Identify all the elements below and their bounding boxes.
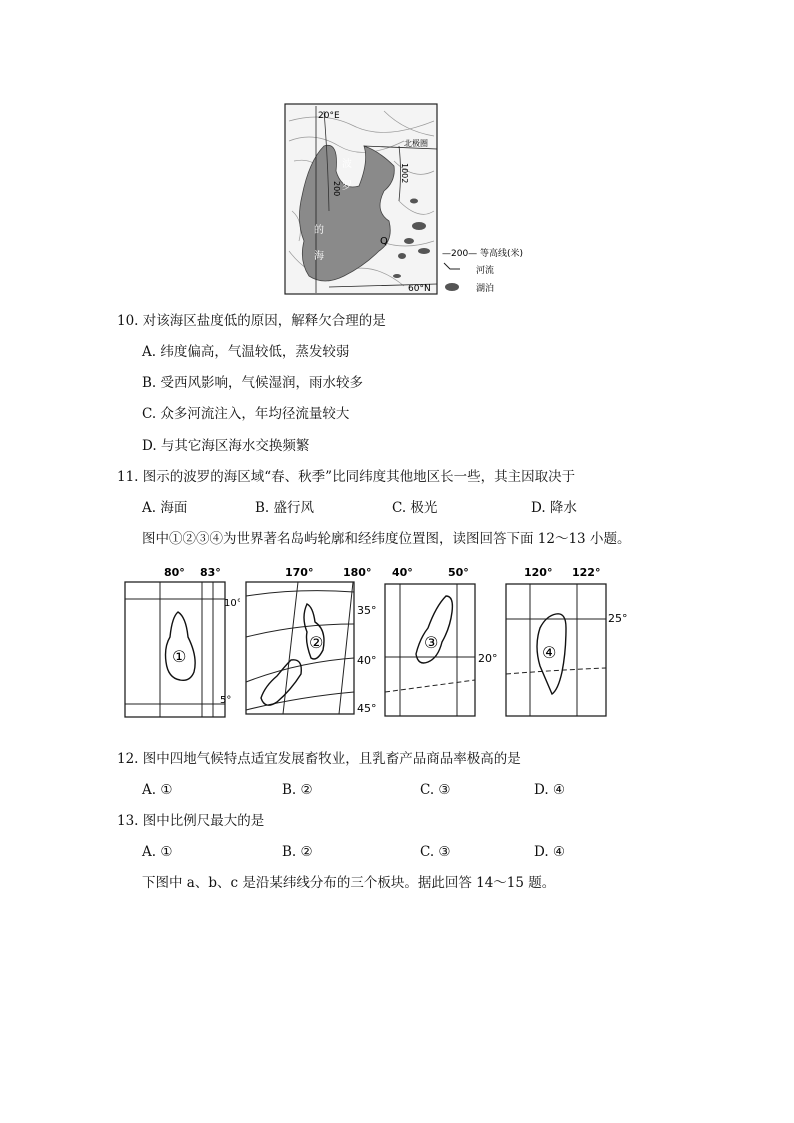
p2-label: ② bbox=[309, 633, 324, 652]
lon-label: 20°E bbox=[318, 111, 340, 121]
q13-option-b[interactable]: B. ② bbox=[282, 844, 313, 860]
p1-label: ① bbox=[172, 647, 187, 666]
lake-icon bbox=[445, 283, 459, 291]
sea-char: 海 bbox=[314, 251, 324, 262]
legend-lake: 湖泊 bbox=[476, 284, 495, 294]
sea-char: 的 bbox=[314, 225, 324, 236]
intro-12-13: 图中①②③④为世界著名岛屿轮廓和经纬度位置图，读图回答下面 12～13 小题。 bbox=[142, 531, 631, 547]
p2-lat-35: 35° bbox=[357, 604, 377, 617]
q11-option-a[interactable]: A. 海面 bbox=[142, 500, 188, 516]
q10-option-c[interactable]: C. 众多河流注入，年均径流量较大 bbox=[142, 406, 350, 422]
q11-stem: 11. 图示的波罗的海区域“春、秋季”比同纬度其他地区长一些，其主因取决于 bbox=[117, 469, 576, 485]
p2-lon-170: 170° bbox=[285, 566, 314, 579]
island-panel-1 bbox=[120, 562, 240, 722]
p3-lon-40: 40° bbox=[392, 566, 413, 579]
island-panel-2 bbox=[243, 562, 383, 722]
legend-river: 河流 bbox=[476, 266, 495, 276]
q13-stem: 13. 图中比例尺最大的是 bbox=[117, 813, 265, 829]
point-q: Q bbox=[380, 236, 388, 247]
intro-14-15: 下图中 a、b、c 是沿某纬线分布的三个板块。据此回答 14～15 题。 bbox=[142, 875, 556, 891]
p3-lon-50: 50° bbox=[448, 566, 469, 579]
island-panel-3 bbox=[380, 562, 500, 722]
lat-label: 60°N bbox=[408, 284, 431, 294]
p4-lon-120: 120° bbox=[524, 566, 553, 579]
q12-option-b[interactable]: B. ② bbox=[282, 782, 313, 798]
q12-option-d[interactable]: D. ④ bbox=[534, 782, 566, 798]
q13-option-c[interactable]: C. ③ bbox=[420, 844, 451, 860]
q13-option-a[interactable]: A. ① bbox=[142, 844, 173, 860]
q11-option-b[interactable]: B. 盛行风 bbox=[255, 500, 315, 516]
p2-lon-180: 180° bbox=[343, 566, 372, 579]
q12-option-c[interactable]: C. ③ bbox=[420, 782, 451, 798]
q11-option-c[interactable]: C. 极光 bbox=[392, 500, 438, 516]
p1-lon-80: 80° bbox=[164, 566, 185, 579]
q10-option-d[interactable]: D. 与其它海区海水交换频繁 bbox=[142, 438, 310, 454]
q12-option-a[interactable]: A. ① bbox=[142, 782, 173, 798]
contour-200: 200 bbox=[332, 181, 341, 197]
river-icon bbox=[444, 263, 460, 269]
arctic-label: 北极圈 bbox=[404, 139, 428, 148]
q11-option-d[interactable]: D. 降水 bbox=[531, 500, 577, 516]
p2-lat-40: 40° bbox=[357, 654, 377, 667]
p4-lon-122: 122° bbox=[572, 566, 601, 579]
p1-lat-10: 10° bbox=[224, 598, 240, 609]
q10-stem: 10. 对该海区盐度低的原因，解释欠合理的是 bbox=[117, 313, 386, 329]
q10-option-a[interactable]: A. 纬度偏高，气温较低，蒸发较弱 bbox=[142, 344, 350, 360]
sea-char: 波 bbox=[342, 159, 352, 170]
p2-lat-45: 45° bbox=[357, 702, 377, 715]
sea-char: 罗 bbox=[342, 181, 352, 192]
q13-option-d[interactable]: D. ④ bbox=[534, 844, 566, 860]
legend-contour: —200— 等高线(米) bbox=[442, 249, 524, 259]
contour-1002: 1002 bbox=[400, 163, 409, 184]
baltic-map-svg bbox=[284, 101, 544, 297]
p4-lat-25: 25° bbox=[608, 612, 628, 625]
q10-option-b[interactable]: B. 受西风影响，气候湿润，雨水较多 bbox=[142, 375, 364, 391]
p4-label: ④ bbox=[542, 643, 557, 662]
p3-label: ③ bbox=[424, 633, 439, 652]
p1-lon-83: 83° bbox=[200, 566, 221, 579]
island-panel-4 bbox=[500, 562, 640, 722]
p3-lat-20: 20° bbox=[478, 652, 498, 665]
q12-stem: 12. 图中四地气候特点适宜发展畜牧业，且乳畜产品商品率极高的是 bbox=[117, 751, 521, 767]
baltic-map bbox=[284, 101, 544, 297]
p1-lat-5: 5° bbox=[220, 695, 232, 706]
